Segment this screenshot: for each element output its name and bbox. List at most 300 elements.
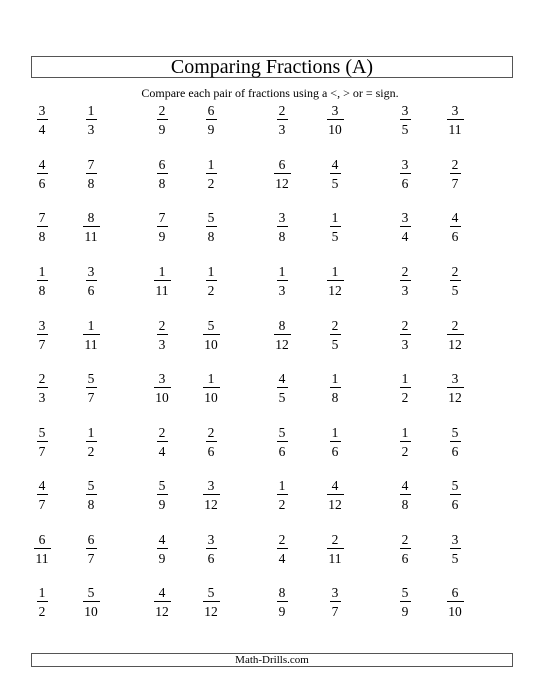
denominator: 7 [451, 176, 459, 191]
fraction-bar [277, 548, 288, 549]
denominator: 2 [278, 497, 286, 512]
fraction-bar [447, 601, 464, 602]
numerator: 6 [158, 157, 166, 172]
numerator: 3 [451, 532, 459, 547]
fraction-right [196, 478, 226, 512]
numerator: 4 [38, 478, 46, 493]
numerator: 1 [87, 425, 95, 440]
denominator: 8 [38, 229, 46, 244]
fraction-left [390, 371, 420, 405]
denominator: 3 [158, 337, 166, 352]
fraction-left [147, 210, 177, 244]
denominator: 12 [328, 497, 342, 512]
numerator: 8 [278, 318, 286, 333]
fraction-right [320, 157, 350, 191]
denominator: 5 [451, 283, 459, 298]
denominator: 8 [38, 283, 46, 298]
denominator: 6 [451, 229, 459, 244]
fraction-bar [206, 280, 217, 281]
denominator: 6 [401, 176, 409, 191]
numerator: 8 [87, 210, 95, 225]
fraction-bar [274, 334, 291, 335]
denominator: 2 [401, 390, 409, 405]
fraction-left [147, 318, 177, 352]
fraction-left [390, 210, 420, 244]
numerator: 2 [331, 532, 339, 547]
numerator: 5 [278, 425, 286, 440]
fraction-right [76, 264, 106, 298]
numerator: 4 [451, 210, 459, 225]
numerator: 1 [331, 425, 339, 440]
numerator: 2 [207, 425, 215, 440]
fraction-right [440, 157, 470, 191]
fraction-bar [203, 494, 220, 495]
fraction-bar [330, 226, 341, 227]
numerator: 1 [207, 264, 215, 279]
fraction-bar [400, 441, 411, 442]
denominator: 4 [38, 122, 46, 137]
numerator: 5 [451, 478, 459, 493]
fraction-bar [447, 387, 464, 388]
fraction-left [267, 264, 297, 298]
fraction-left [147, 371, 177, 405]
fraction-right [196, 210, 226, 244]
denominator: 12 [204, 604, 218, 619]
fraction-left [147, 264, 177, 298]
numerator: 1 [278, 264, 286, 279]
fraction-bar [86, 280, 97, 281]
denominator: 6 [451, 444, 459, 459]
numerator: 1 [331, 264, 339, 279]
fraction-right [320, 210, 350, 244]
numerator: 2 [451, 157, 459, 172]
fraction-right [76, 532, 106, 566]
denominator: 5 [401, 122, 409, 137]
fraction-right [440, 585, 470, 619]
denominator: 11 [155, 283, 169, 298]
fraction-left [147, 425, 177, 459]
fraction-bar [327, 548, 344, 549]
fraction-bar [450, 226, 461, 227]
denominator: 10 [155, 390, 169, 405]
fraction-bar [37, 280, 48, 281]
numerator: 3 [451, 371, 459, 386]
fraction-right [440, 103, 470, 137]
fraction-left [267, 318, 297, 352]
fraction-right [440, 264, 470, 298]
denominator: 6 [207, 551, 215, 566]
numerator: 4 [331, 157, 339, 172]
fraction-bar [86, 548, 97, 549]
fraction-bar [203, 601, 220, 602]
fraction-left [147, 157, 177, 191]
denominator: 7 [38, 444, 46, 459]
numerator: 2 [401, 532, 409, 547]
denominator: 2 [87, 444, 95, 459]
fraction-right [320, 478, 350, 512]
numerator: 5 [87, 371, 95, 386]
fraction-right [440, 425, 470, 459]
denominator: 12 [328, 283, 342, 298]
numerator: 1 [278, 478, 286, 493]
fraction-right [320, 103, 350, 137]
fraction-bar [86, 494, 97, 495]
numerator: 5 [207, 210, 215, 225]
numerator: 2 [158, 318, 166, 333]
fraction-bar [206, 173, 217, 174]
denominator: 12 [204, 497, 218, 512]
fraction-left [390, 478, 420, 512]
fraction-right [320, 585, 350, 619]
fraction-bar [37, 441, 48, 442]
denominator: 8 [87, 176, 95, 191]
fraction-right [196, 585, 226, 619]
denominator: 12 [448, 390, 462, 405]
denominator: 6 [451, 497, 459, 512]
numerator: 1 [158, 264, 166, 279]
numerator: 3 [278, 210, 286, 225]
numerator: 2 [278, 103, 286, 118]
fraction-left [390, 103, 420, 137]
denominator: 11 [448, 122, 462, 137]
denominator: 12 [155, 604, 169, 619]
denominator: 7 [87, 390, 95, 405]
fraction-bar [206, 548, 217, 549]
fraction-bar [327, 280, 344, 281]
fraction-right [76, 425, 106, 459]
denominator: 8 [158, 176, 166, 191]
fraction-bar [400, 387, 411, 388]
fraction-left [267, 371, 297, 405]
denominator: 10 [328, 122, 342, 137]
numerator: 4 [331, 478, 339, 493]
fraction-bar [157, 494, 168, 495]
fraction-bar [450, 441, 461, 442]
denominator: 8 [278, 229, 286, 244]
denominator: 4 [278, 551, 286, 566]
fraction-bar [206, 226, 217, 227]
denominator: 3 [38, 390, 46, 405]
fraction-right [196, 103, 226, 137]
numerator: 3 [451, 103, 459, 118]
fraction-bar [86, 387, 97, 388]
fraction-bar [274, 173, 291, 174]
denominator: 8 [87, 497, 95, 512]
fraction-left [147, 532, 177, 566]
fraction-bar [330, 334, 341, 335]
denominator: 2 [207, 176, 215, 191]
fraction-bar [277, 280, 288, 281]
fraction-left [390, 532, 420, 566]
fraction-bar [37, 173, 48, 174]
fraction-bar [37, 334, 48, 335]
numerator: 2 [401, 264, 409, 279]
denominator: 6 [331, 444, 339, 459]
fraction-left [147, 585, 177, 619]
fraction-left [267, 210, 297, 244]
denominator: 11 [35, 551, 49, 566]
fraction-bar [37, 226, 48, 227]
numerator: 5 [207, 318, 215, 333]
denominator: 11 [328, 551, 342, 566]
numerator: 6 [207, 103, 215, 118]
denominator: 10 [84, 604, 98, 619]
denominator: 2 [207, 283, 215, 298]
fraction-bar [277, 387, 288, 388]
numerator: 2 [158, 103, 166, 118]
fraction-bar [400, 173, 411, 174]
numerator: 3 [401, 210, 409, 225]
numerator: 2 [451, 318, 459, 333]
numerator: 1 [207, 371, 215, 386]
fraction-right [320, 318, 350, 352]
numerator: 1 [331, 210, 339, 225]
fraction-left [27, 103, 57, 137]
fraction-bar [277, 494, 288, 495]
denominator: 6 [401, 551, 409, 566]
numerator: 8 [278, 585, 286, 600]
fraction-right [196, 264, 226, 298]
numerator: 5 [87, 478, 95, 493]
fraction-left [27, 585, 57, 619]
fraction-bar [86, 441, 97, 442]
fraction-bar [400, 548, 411, 549]
denominator: 6 [278, 444, 286, 459]
fraction-bar [277, 226, 288, 227]
fraction-bar [277, 601, 288, 602]
fraction-bar [400, 280, 411, 281]
fraction-left [267, 103, 297, 137]
denominator: 10 [448, 604, 462, 619]
numerator: 3 [331, 585, 339, 600]
denominator: 2 [38, 604, 46, 619]
fraction-right [440, 532, 470, 566]
fraction-left [27, 478, 57, 512]
denominator: 3 [278, 122, 286, 137]
numerator: 2 [331, 318, 339, 333]
numerator: 1 [207, 157, 215, 172]
fraction-right [76, 478, 106, 512]
footer-text: Math-Drills.com [235, 653, 309, 666]
fraction-left [390, 318, 420, 352]
numerator: 1 [87, 318, 95, 333]
numerator: 5 [451, 425, 459, 440]
denominator: 6 [38, 176, 46, 191]
denominator: 8 [401, 497, 409, 512]
fraction-bar [400, 334, 411, 335]
fraction-bar [83, 334, 100, 335]
fraction-bar [83, 226, 100, 227]
fraction-right [440, 371, 470, 405]
fraction-bar [86, 119, 97, 120]
fraction-bar [447, 334, 464, 335]
fraction-bar [400, 601, 411, 602]
fraction-bar [450, 494, 461, 495]
denominator: 7 [38, 337, 46, 352]
fraction-bar [277, 441, 288, 442]
fraction-left [267, 585, 297, 619]
numerator: 6 [451, 585, 459, 600]
fraction-bar [83, 601, 100, 602]
numerator: 5 [87, 585, 95, 600]
fraction-right [76, 210, 106, 244]
fraction-left [267, 532, 297, 566]
fraction-bar [157, 441, 168, 442]
fraction-left [27, 264, 57, 298]
numerator: 2 [278, 532, 286, 547]
denominator: 3 [87, 122, 95, 137]
worksheet-title: Comparing Fractions (A) [170, 56, 374, 78]
fraction-right [76, 103, 106, 137]
fraction-right [196, 157, 226, 191]
numerator: 3 [207, 532, 215, 547]
denominator: 9 [401, 604, 409, 619]
fraction-bar [154, 601, 171, 602]
fraction-right [320, 532, 350, 566]
fraction-bar [203, 387, 220, 388]
fraction-bar [206, 441, 217, 442]
fraction-right [320, 264, 350, 298]
fraction-bar [447, 119, 464, 120]
fraction-bar [450, 173, 461, 174]
fraction-left [27, 532, 57, 566]
fraction-bar [450, 548, 461, 549]
denominator: 3 [401, 283, 409, 298]
fraction-bar [400, 494, 411, 495]
numerator: 1 [401, 371, 409, 386]
numerator: 3 [158, 371, 166, 386]
numerator: 3 [38, 318, 46, 333]
fraction-right [440, 210, 470, 244]
fraction-bar [154, 387, 171, 388]
fraction-bar [154, 280, 171, 281]
denominator: 9 [158, 551, 166, 566]
denominator: 11 [84, 229, 98, 244]
numerator: 2 [158, 425, 166, 440]
numerator: 1 [38, 585, 46, 600]
fraction-bar [330, 441, 341, 442]
fraction-left [267, 425, 297, 459]
numerator: 3 [207, 478, 215, 493]
fraction-left [390, 585, 420, 619]
fraction-bar [157, 173, 168, 174]
denominator: 9 [158, 229, 166, 244]
denominator: 5 [451, 551, 459, 566]
denominator: 9 [158, 122, 166, 137]
denominator: 10 [204, 390, 218, 405]
numerator: 6 [278, 157, 286, 172]
fraction-left [27, 371, 57, 405]
fraction-right [76, 371, 106, 405]
fraction-bar [37, 119, 48, 120]
numerator: 7 [87, 157, 95, 172]
denominator: 7 [87, 551, 95, 566]
fraction-bar [450, 280, 461, 281]
instructions-text: Compare each pair of fractions using a <, > or = sign. [141, 86, 399, 100]
denominator: 9 [158, 497, 166, 512]
fraction-right [320, 371, 350, 405]
numerator: 1 [38, 264, 46, 279]
fraction-bar [157, 548, 168, 549]
fraction-left [147, 478, 177, 512]
denominator: 12 [275, 176, 289, 191]
numerator: 5 [401, 585, 409, 600]
denominator: 5 [278, 390, 286, 405]
fraction-bar [86, 173, 97, 174]
fraction-right [440, 318, 470, 352]
numerator: 3 [401, 157, 409, 172]
fraction-bar [203, 334, 220, 335]
numerator: 4 [158, 532, 166, 547]
fraction-bar [400, 226, 411, 227]
fraction-bar [157, 119, 168, 120]
numerator: 7 [158, 210, 166, 225]
fraction-right [196, 425, 226, 459]
fraction-bar [157, 226, 168, 227]
fraction-bar [37, 387, 48, 388]
fraction-bar [400, 119, 411, 120]
denominator: 3 [278, 283, 286, 298]
fraction-left [27, 425, 57, 459]
fraction-left [27, 210, 57, 244]
fraction-right [76, 157, 106, 191]
fraction-bar [37, 494, 48, 495]
fraction-bar [327, 494, 344, 495]
denominator: 7 [331, 604, 339, 619]
fraction-bar [327, 119, 344, 120]
numerator: 3 [331, 103, 339, 118]
denominator: 6 [87, 283, 95, 298]
numerator: 1 [87, 103, 95, 118]
numerator: 2 [451, 264, 459, 279]
fraction-bar [330, 601, 341, 602]
numerator: 1 [331, 371, 339, 386]
numerator: 2 [38, 371, 46, 386]
fraction-bar [277, 119, 288, 120]
denominator: 12 [275, 337, 289, 352]
numerator: 3 [87, 264, 95, 279]
fraction-left [390, 264, 420, 298]
fraction-right [196, 532, 226, 566]
fraction-right [440, 478, 470, 512]
denominator: 11 [84, 337, 98, 352]
numerator: 4 [278, 371, 286, 386]
denominator: 2 [401, 444, 409, 459]
fraction-bar [34, 548, 51, 549]
fraction-right [76, 585, 106, 619]
denominator: 5 [331, 337, 339, 352]
numerator: 5 [158, 478, 166, 493]
numerator: 1 [401, 425, 409, 440]
numerator: 4 [158, 585, 166, 600]
fraction-left [267, 157, 297, 191]
fraction-left [390, 425, 420, 459]
numerator: 4 [38, 157, 46, 172]
denominator: 4 [401, 229, 409, 244]
denominator: 10 [204, 337, 218, 352]
numerator: 2 [401, 318, 409, 333]
fraction-left [147, 103, 177, 137]
denominator: 8 [331, 390, 339, 405]
numerator: 6 [38, 532, 46, 547]
denominator: 4 [158, 444, 166, 459]
fraction-bar [330, 173, 341, 174]
fraction-left [267, 478, 297, 512]
fraction-right [320, 425, 350, 459]
denominator: 9 [278, 604, 286, 619]
fraction-bar [37, 601, 48, 602]
numerator: 3 [401, 103, 409, 118]
